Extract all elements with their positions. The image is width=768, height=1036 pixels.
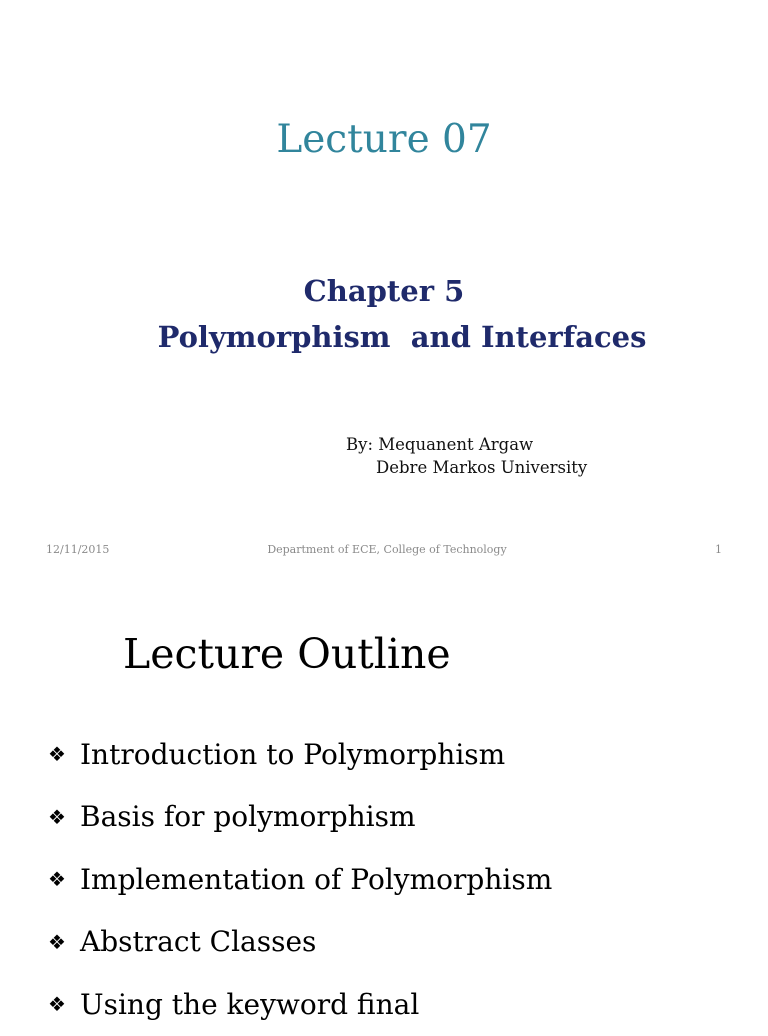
list-item: [48, 911, 552, 974]
institution-name: Debre Markos University: [376, 458, 588, 477]
diamond-bullet-icon: ❖: [48, 742, 66, 767]
outline-slide: [0, 578, 768, 1024]
diamond-bullet-icon: ❖: [48, 929, 66, 954]
list-item-text: Implementation of Polymorphism: [80, 862, 553, 896]
list-item: [48, 723, 552, 786]
list-item-text: Using the keyword final: [80, 987, 420, 1021]
outline-title: Lecture Outline: [123, 630, 451, 678]
list-item-text: Abstract Classes: [80, 925, 317, 959]
footer-date: 12/11/2015: [46, 543, 110, 556]
lecture-title: Lecture 07: [276, 117, 492, 162]
author-info: [346, 433, 587, 479]
footer-page-number: 1: [715, 543, 722, 556]
list-item: [48, 786, 552, 849]
chapter-subtitle: Polymorphism and Interfaces: [157, 320, 647, 354]
diamond-bullet-icon: ❖: [48, 992, 66, 1017]
footer-department: Department of ECE, College of Technology: [267, 543, 507, 556]
diamond-bullet-icon: ❖: [48, 804, 66, 829]
outline-list: [48, 723, 552, 1036]
list-item: [48, 848, 552, 911]
list-item-text: Introduction to Polymorphism: [80, 737, 506, 771]
author-name: By: Mequanent Argaw: [346, 435, 534, 454]
diamond-bullet-icon: ❖: [48, 867, 66, 892]
list-item-text: Basis for polymorphism: [80, 800, 416, 834]
chapter-number: Chapter 5: [303, 274, 465, 308]
chapter-heading: [0, 268, 768, 360]
list-item: [48, 973, 552, 1036]
